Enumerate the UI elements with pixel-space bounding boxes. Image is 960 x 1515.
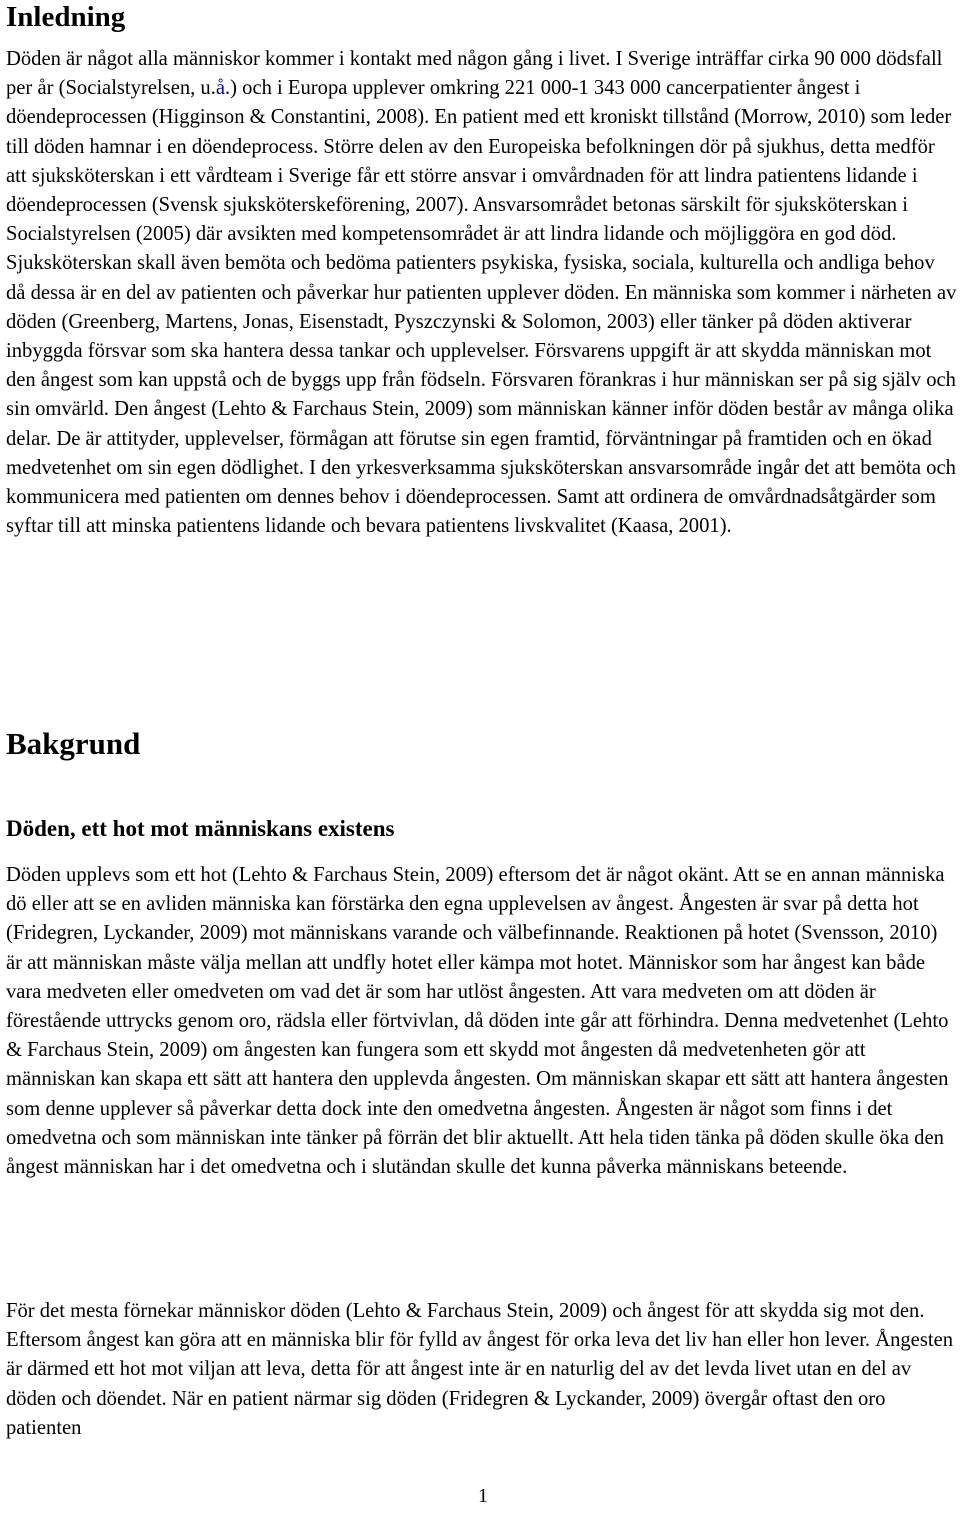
heading-doden-ett-hot: Döden, ett hot mot människans existens (6, 816, 395, 841)
paragraph-inledning-text-a: Döden är något alla människor kommer i kontakt med någon gång i livet. I Sverige inträffar cirka 90 000 dödsfall per år (Socialstyrelsen, u. (6, 48, 943, 100)
page-number: 1 (478, 1485, 488, 1507)
paragraph-inledning (6, 45, 958, 541)
heading-bakgrund: Bakgrund (6, 726, 141, 761)
paragraph-bakgrund-2: För det mesta förnekar människor döden (Lehto & Farchaus Stein, 2009) och ångest för att skydda sig mot den. Eftersom ångest kan göra att en människa blir för fylld av ångest för orka leva det liv han eller hon lever. Ångesten är därmed ett hot mot viljan att leva, detta för att ångest inte är en naturlig del av det levda livet utan en del av döden och döendet. När en patient närmar sig döden (Fridegren & Lyckander, 2009) övergår oftast den oro patienten (6, 1300, 954, 1439)
heading-inledning: Inledning (6, 1, 126, 33)
inline-link-u-a[interactable]: å (215, 77, 226, 100)
paragraph-inledning-text-b: .) och i Europa upplever omkring 221 000-1 343 000 cancerpatienter ångest i döendeprocessen (Higginson & Constantini, 2008). En patient med ett kroniskt tillstånd (Morrow, 2010) som leder till döden hamnar i en döendeprocess. Större delen av den Europeiska befolkningen dör på sjukhus, detta medför att sjuksköterskan i ett vårdteam i Sverige får ett större ansvar i omvårdnaden för att lindra patientens lidande i döendeprocessen (Svensk sjuksköterskeförening, 2007). Ansvarsområdet betonas särskilt för sjuksköterskan i Socialstyrelsen (2005) där avsikten med kompetensområdet är att lindra lidande och möjliggöra en god död. Sjuksköterskan skall även bemöta och bedöma patienters psykiska, fysiska, sociala, kulturella och andliga behov då dessa är en del av patienten och påverkar hur patienten upplever döden. En människa som kommer i närheten av döden (Greenberg, Martens, Jonas, Eisenstadt, Pyszczynski & Solomon, 2003) eller tänker på döden aktiverar inbyggda försvar som ska hantera dessa tankar och upplevelser. Försvarens uppgift är att skydda människan mot den ångest som kan uppstå och de byggs upp från födseln. Försvaren förankras i hur människan ser på sig själv och sin omvärld. Den ångest (Lehto & Farchaus Stein, 2009) som människan känner inför döden består av många olika delar. De är attityder, upplevelser, förmågan att förutse sin egen framtid, förväntningar på framtiden och en ökad medvetenhet om sin egen dödlighet. I den yrkesverksamma sjuksköterskan ansvarsområde ingår det att bemöta och kommunicera med patienten om dennes behov i döendeprocessen. Samt att ordinera de omvårdnadsåtgärder som syftar till att minska patientens lidande och bevara patientens livskvalitet (Kaasa, 2001). (6, 77, 957, 538)
paragraph-bakgrund-1: Döden upplevs som ett hot (Lehto & Farchaus Stein, 2009) eftersom det är något okänt. Att se en annan människa dö eller att se en avliden människa kan förstärka den egna upplevelsen av ångest. Ångesten är svar på detta hot (Fridegren, Lyckander, 2009) mot människans varande och välbefinnande. Reaktionen på hotet (Svensson, 2010) är att människan måste välja mellan att undfly hotet eller kämpa mot hotet. Människor som har ångest kan både vara medveten eller omedveten om vad det är som har utlöst ångesten. Att vara medveten om att döden är förestående uttrycks genom oro, rädsla eller förtvivlan, då döden inte går att förhindra. Denna medvetenhet (Lehto & Farchaus Stein, 2009) om ångesten kan fungera som ett skydd mot ångesten då medvetenheten gör att människan kan skapa ett sätt att hantera den upplevda ångesten. Om människan skapar ett sätt att hantera ångesten som denne upplever så påverkar detta dock inte den omedvetna ångesten. Ångesten är något som finns i det omedvetna och som människan inte tänker på förrän det blir aktuellt. Att hela tiden tänka på döden skulle öka den ångest människan har i det omedvetna och i slutändan skulle det kunna påverka människans beteende. (6, 864, 949, 1179)
